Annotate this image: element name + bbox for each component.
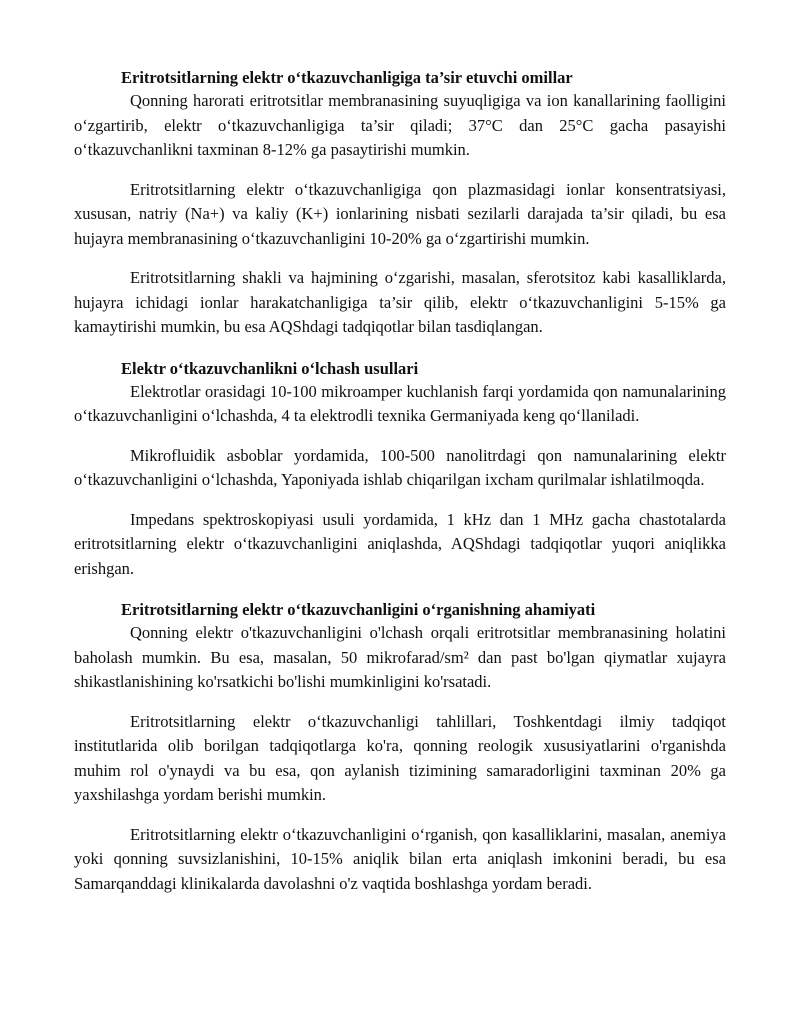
- paragraph: Eritrotsitlarning shakli va hajmining o‘zgarishi, masalan, sferotsitoz kabi kasalliklarda, hujayra ichidagi ionlar harakatchanligiga ta’sir qilib, elektr o‘tkazuvchanligini 5-15% ga kamaytirishi mumkin, bu esa AQShdagi tadqiqotlar bilan tasdiqlangan.: [74, 268, 726, 336]
- document-page: [74, 66, 726, 896]
- paragraph: Eritrotsitlarning elektr o‘tkazuvchanligini o‘rganish, qon kasalliklarini, masalan, anemiya yoki qonning suvsizlanishini, 10-15% aniqlik bilan erta aniqlash imkonini beradi, bu esa Samarqanddagi klinikalarda davolashni o'z vaqtida boshlashga yordam beradi.: [74, 824, 726, 893]
- paragraph: Eritrotsitlarning elektr o‘tkazuvchanligi tahlillari, Toshkentdagi ilmiy tadqiqot institutlarida olib borilgan tadqiqotlarga ko'ra, qonning reologik xususiyatlarini o'rganishda muhim rol o'ynaydi va bu esa, qon aylanish tizimining samaradorligini taxminan 20% ga yaxshilashga yordam berishi mumkin.: [74, 711, 726, 804]
- section-methods: [74, 357, 726, 582]
- paragraph: Mikrofluidik asboblar yordamida, 100-500 nanolitrdagi qon namunalarining elektr o‘tkazuvchanligini o‘lchashda, Yaponiyada ishlab chiqarilgan ixcham qurilmalar ishlatilmoqda.: [74, 445, 726, 489]
- section-heading: Eritrotsitlarning elektr o‘tkazuvchanligini o‘rganishning ahamiyati: [121, 600, 596, 619]
- section-importance: [74, 598, 726, 896]
- paragraph: Impedans spektroskopiyasi usuli yordamida, 1 kHz dan 1 MHz gacha chastotalarda eritrotsitlarning elektr o‘tkazuvchanligini aniqlashda, AQShdagi tadqiqotlar yuqori aniqlikka erishgan.: [74, 509, 726, 578]
- paragraph: Eritrotsitlarning elektr o‘tkazuvchanligiga qon plazmasidagi ionlar konsentratsiyasi, xususan, natriy (Na+) va kaliy (K+) ionlarining nisbati sezilarli darajada ta’sir qiladi, bu esa hujayra membranasining o‘tkazuvchanligini 10-20% ga o‘zgartirishi mumkin.: [74, 179, 726, 248]
- paragraph: Elektrotlar orasidagi 10-100 mikroamper kuchlanish farqi yordamida qon namunalarining o‘tkazuvchanligini o‘lchashda, 4 ta elektrodli texnika Germaniyada keng qo‘llaniladi.: [74, 381, 726, 425]
- section-heading: Eritrotsitlarning elektr o‘tkazuvchanligiga ta’sir etuvchi omillar: [121, 68, 573, 87]
- section-heading: Elektr o‘tkazuvchanlikni o‘lchash usullari: [121, 358, 419, 378]
- paragraph: Qonning harorati eritrotsitlar membranasining suyuqligiga va ion kanallarining faolligini o‘zgartirib, elektr o‘tkazuvchanligiga ta’sir qiladi; 37°C dan 25°C gacha pasayishi o‘tkazuvchanlikni taxminan 8-12% ga pasaytirishi mumkin.: [74, 91, 726, 159]
- section-factors: [74, 66, 726, 340]
- paragraph: Qonning elektr o'tkazuvchanligini o'lchash orqali eritrotsitlar membranasining holatini baholash mumkin. Bu esa, masalan, 50 mikrofarad/sm² dan past bo'lgan qiymatlar xujayra shikastlanishining ko'rsatkichi bo'lishi mumkinligini ko'rsatadi.: [74, 623, 726, 691]
